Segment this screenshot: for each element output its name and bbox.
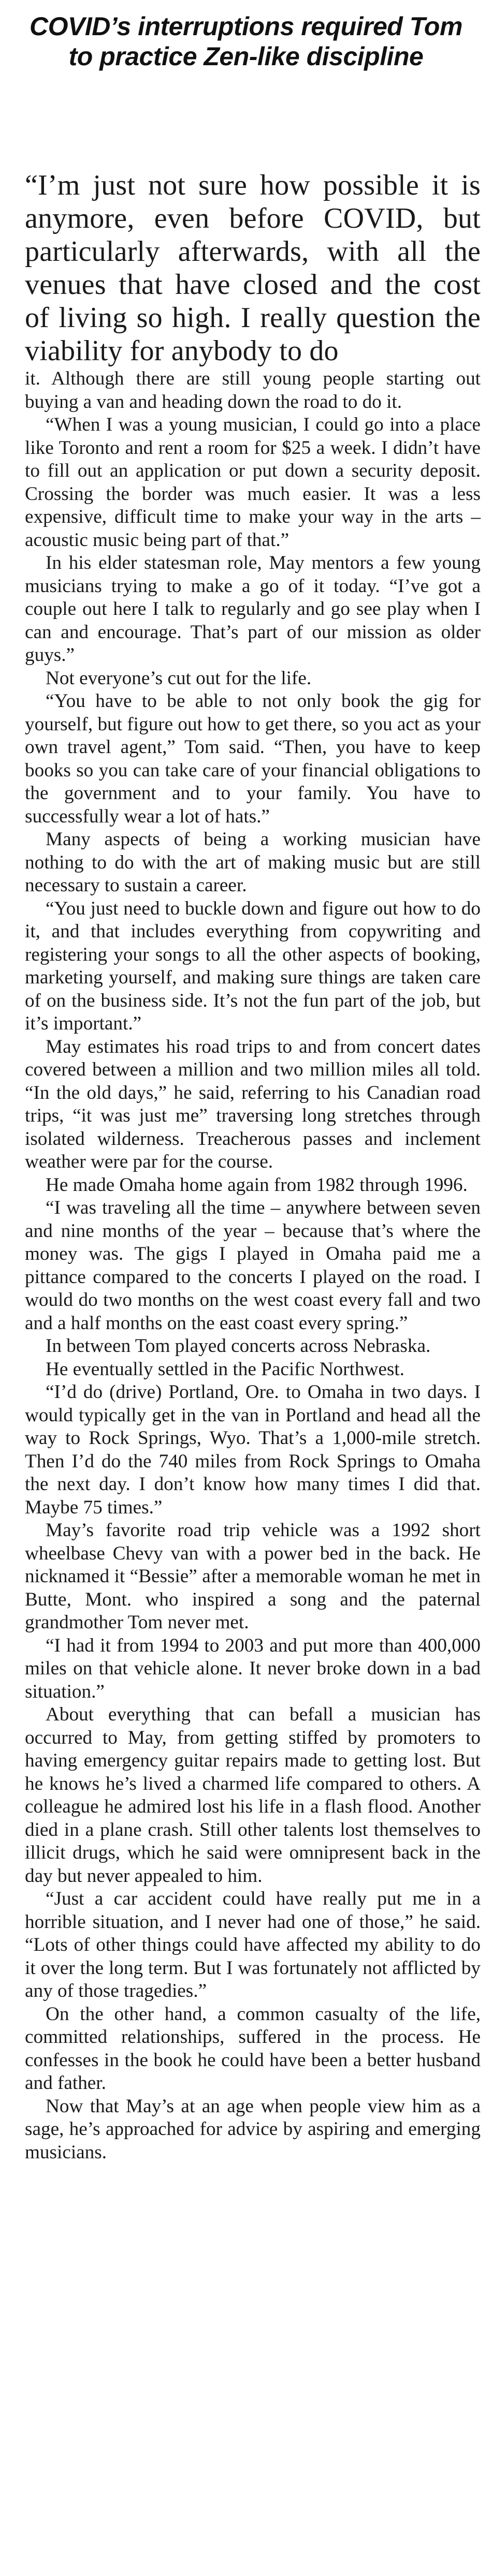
body-paragraph: On the other hand, a common casualty of the life, committed relationships, suffered in the process. He confesses in the book he could have been a better husband and father. xyxy=(25,2003,481,2094)
body-paragraph: “I’d do (drive) Portland, Ore. to Omaha in two days. I would typically get in the van in Portland and head all the way to Rock Springs, Wyo. That’s a 1,000-mile stretch. Then I’d do the 740 miles from Rock Springs to Omaha the next day. I don’t know how many times I did that. Maybe 75 times.” xyxy=(25,1381,481,1518)
body-paragraph: “I had it from 1994 to 2003 and put more than 400,000 miles on that vehicle alone. It never broke down in a bad situation.” xyxy=(25,1635,481,1702)
lead-paragraph: “I’m just not sure how possible it is anymore, even before COVID, but particularly afterwards, with all the venues that have closed and the cost of living so high. I really question the viability for anybody to do xyxy=(25,169,481,367)
body-paragraph: “When I was a young musician, I could go into a place like Toronto and rent a room for $25 a week. I didn’t have to fill out an application or put down a security deposit. Crossing the border was much easier. It was a less expensive, difficult time to make your way in the arts – acoustic music being part of that.” xyxy=(25,414,481,551)
headline xyxy=(0,0,492,71)
body-paragraph: “Just a car accident could have really put me in a horrible situation, and I never had one of those,” he said. “Lots of other things could have affected my ability to do it over the long term. But I was fortunately not afflicted by any of those tragedies.” xyxy=(25,1888,481,2001)
body-paragraph: “I was traveling all the time – anywhere between seven and nine months of the year – because that’s where the money was. The gigs I played in Omaha paid me a pittance compared to the concerts I played on the road. I would do two months on the west coast every fall and two and a half months on the east coast every spring.” xyxy=(25,1197,481,1334)
body-paragraph: In his elder statesman role, May mentors a few young musicians trying to make a go of it today. “I’ve got a couple out here I talk to regularly and go see play when I can and encourage. That’s part of our mission as older guys.” xyxy=(25,552,481,666)
body-paragraph: it. Although there are still young people starting out buying a van and heading down the road to do it. xyxy=(25,368,481,413)
body-paragraph: Now that May’s at an age when people view him as a sage, he’s approached for advice by aspiring and emerging musicians. xyxy=(25,2095,481,2163)
body-paragraph: Not everyone’s cut out for the life. xyxy=(46,667,312,689)
body-paragraph: He made Omaha home again from 1982 through 1996. xyxy=(46,1174,468,1196)
body-paragraph: “You just need to buckle down and figure out how to do it, and that includes everything from copywriting and registering your songs to all the other aspects of booking, marketing yourself, and making sure things are taken care of on the business side. It’s not the fun part of the job, but it’s important.” xyxy=(25,897,481,1034)
body-paragraph: In between Tom played concerts across Nebraska. xyxy=(46,1335,431,1357)
article-body xyxy=(25,169,481,2164)
body-paragraph: About everything that can befall a musician has occurred to May, from getting stiffed by promoters to having emergency guitar repairs made to getting lost. But he knows he’s lived a charmed life compared to others. A colleague he admired lost his life in a flash flood. Another died in a plane crash. Still other talents lost themselves to illicit drugs, which he said were omnipresent back in the day but never appealed to him. xyxy=(25,1704,481,1887)
headline-line-2: to practice Zen-like discipline xyxy=(68,42,424,71)
body-paragraph: “You have to be able to not only book the gig for yourself, but figure out how to get there, so you act as your own travel agent,” Tom said. “Then, you have to keep books so you can take care of your financial obligations to the government and to your family. You have to successfully wear a lot of hats.” xyxy=(25,690,481,827)
body-paragraph: May estimates his road trips to and from concert dates covered between a million and two million miles all told. “In the old days,” he said, referring to his Canadian road trips, “it was just me” traversing long stretches through isolated wilderness. Treacherous passes and inclement weather were par for the course. xyxy=(25,1036,481,1172)
body-paragraph: Many aspects of being a working musician have nothing to do with the art of making music but are still necessary to sustain a career. xyxy=(25,829,481,896)
body-paragraph: He eventually settled in the Pacific Northwest. xyxy=(46,1358,404,1380)
body-paragraph: May’s favorite road trip vehicle was a 1992 short wheelbase Chevy van with a power bed in the back. He nicknamed it “Bessie” after a memorable woman he met in Butte, Mont. who inspired a song and the paternal grandmother Tom never met. xyxy=(25,1520,481,1633)
headline-line-1: COVID’s interruptions required Tom xyxy=(30,12,462,41)
